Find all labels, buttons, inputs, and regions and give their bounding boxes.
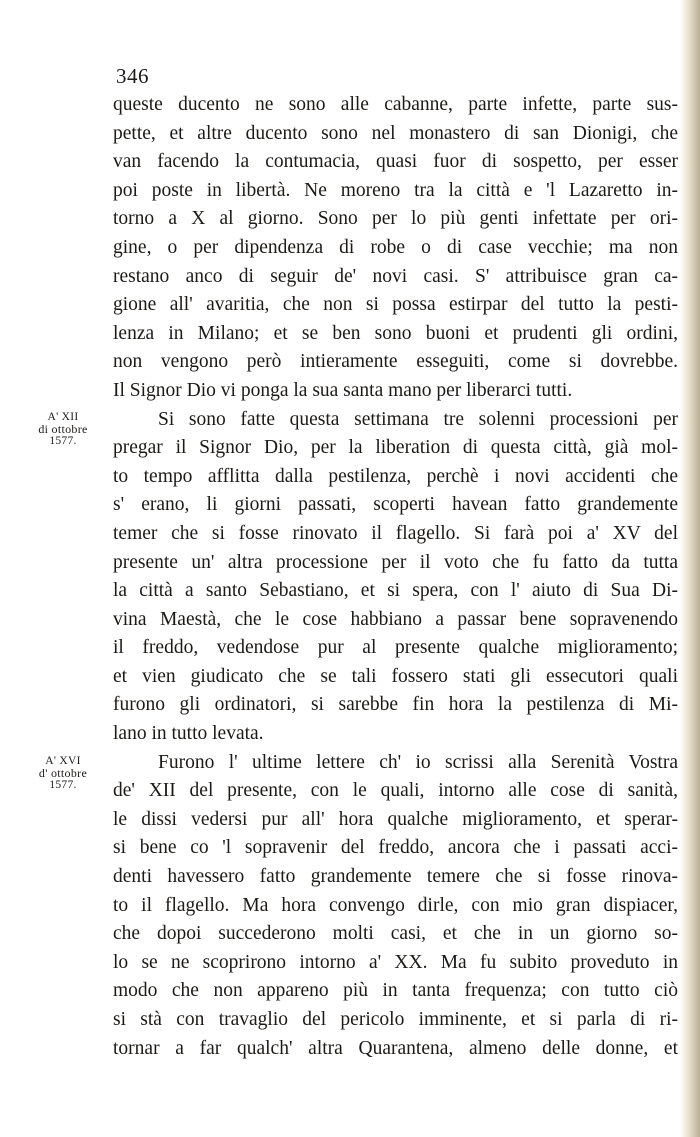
text-line: poi poste in libertà. Ne moreno tra la città e 'l Lazaretto in- xyxy=(113,179,678,201)
text-line: van facendo la contumacia, quasi fuor di sospetto, per esser xyxy=(113,151,678,173)
text-line: restano anco di seguir de' novi casi. S' attribuisce gran ca- xyxy=(113,265,678,287)
text-line: gine, o per dipendenza di robe o di case vecchie; ma non xyxy=(113,236,678,258)
margin-note-line: di ottobre xyxy=(38,422,88,436)
margin-note-date-2 xyxy=(18,755,108,791)
text-line: non vengono però intieramente esseguiti, come si dovrebbe. xyxy=(113,351,678,373)
text-line: vina Maestà, che le cose habbiano a passar bene sopravenendo xyxy=(113,608,678,630)
text-line: presente un' altra processione per il voto che fu fatto da tutta xyxy=(113,551,678,573)
text-line: torno a X al giorno. Sono per lo più genti infettate per ori- xyxy=(113,208,678,230)
text-line: Il Signor Dio vi ponga la sua santa mano per liberarci tutti. xyxy=(113,379,573,401)
text-line: lo se ne scoprirono intorno a' XX. Ma fu subito proveduto in xyxy=(113,951,678,973)
text-line: la città a santo Sebastiano, et si spera, con l' aiuto di Sua Di- xyxy=(113,580,678,602)
text-line: denti havessero fatto grandemente temere che si fosse rinova- xyxy=(113,866,678,888)
text-line: gione all' avaritia, che non si possa estirpar del tutto la pesti- xyxy=(113,294,678,316)
text-line: to il flagello. Ma hora convengo dirle, con mio gran dispiacer, xyxy=(113,894,678,916)
body-text xyxy=(113,91,678,1063)
text-line: pregar il Signor Dio, per la liberation di questa città, già mol- xyxy=(113,437,678,459)
page-number: 346 xyxy=(116,64,149,88)
text-line: furono gli ordinatori, si sarebbe fin hora la pestilenza di Mi- xyxy=(113,694,678,716)
text-line: lano in tutto levata. xyxy=(113,723,264,745)
text-line: che dopoi succederono molti casi, et che in un giorno so- xyxy=(113,923,678,945)
paragraph-start-line: Furono l' ultime lettere ch' io scrissi alla Serenità Vostra xyxy=(158,751,678,773)
text-line: lenza in Milano; et se ben sono buoni et prudenti gli ordini, xyxy=(113,322,678,344)
text-line: queste ducento ne sono alle cabanne, parte infette, parte sus- xyxy=(113,94,678,115)
margin-note-line: A' XII xyxy=(47,411,79,423)
text-line: modo che non appareno più in tanta frequenza; con tutto ciò xyxy=(113,980,678,1002)
text-line: tornar a far qualch' altra Quarantena, almeno delle donne, et xyxy=(113,1037,678,1059)
text-line: il freddo, vedendose pur al presente qualche miglioramento; xyxy=(113,637,678,659)
margin-note-line: A' XVI xyxy=(45,755,81,767)
text-line: si bene co 'l sopravenir del freddo, ancora che i passati acci- xyxy=(113,837,678,859)
text-line: de' XII del presente, con le quali, intorno alle cose di sanità, xyxy=(113,780,678,802)
text-line: pette, et altre ducento sono nel monastero di san Dionigi, che xyxy=(113,122,678,144)
paragraph-start-line: Si sono fatte questa settimana tre solenni processioni per xyxy=(158,408,678,430)
text-line: et vien giudicato che se tali fossero stati gli essecutori quali xyxy=(113,665,678,687)
text-line: si stà con travaglio del pericolo imminente, et si parla di ri- xyxy=(113,1009,678,1030)
text-line: to tempo afflitta dalla pestilenza, perchè i novi accidenti che xyxy=(113,465,678,487)
margin-note-line: d' ottobre xyxy=(38,766,88,780)
text-line: s' erano, li giorni passati, scoperti havean fatto grandemente xyxy=(113,494,678,516)
margin-note-date-1 xyxy=(18,411,108,447)
page-edge-shadow xyxy=(680,0,700,1137)
margin-note-line: 1577. xyxy=(49,779,77,791)
text-line: le dissi vedersi pur all' hora qualche miglioramento, et sperar- xyxy=(113,808,678,830)
margin-note-line: 1577. xyxy=(49,435,77,447)
text-line: temer che si fosse rinovato il flagello. Si farà poi a' XV del xyxy=(113,522,678,544)
